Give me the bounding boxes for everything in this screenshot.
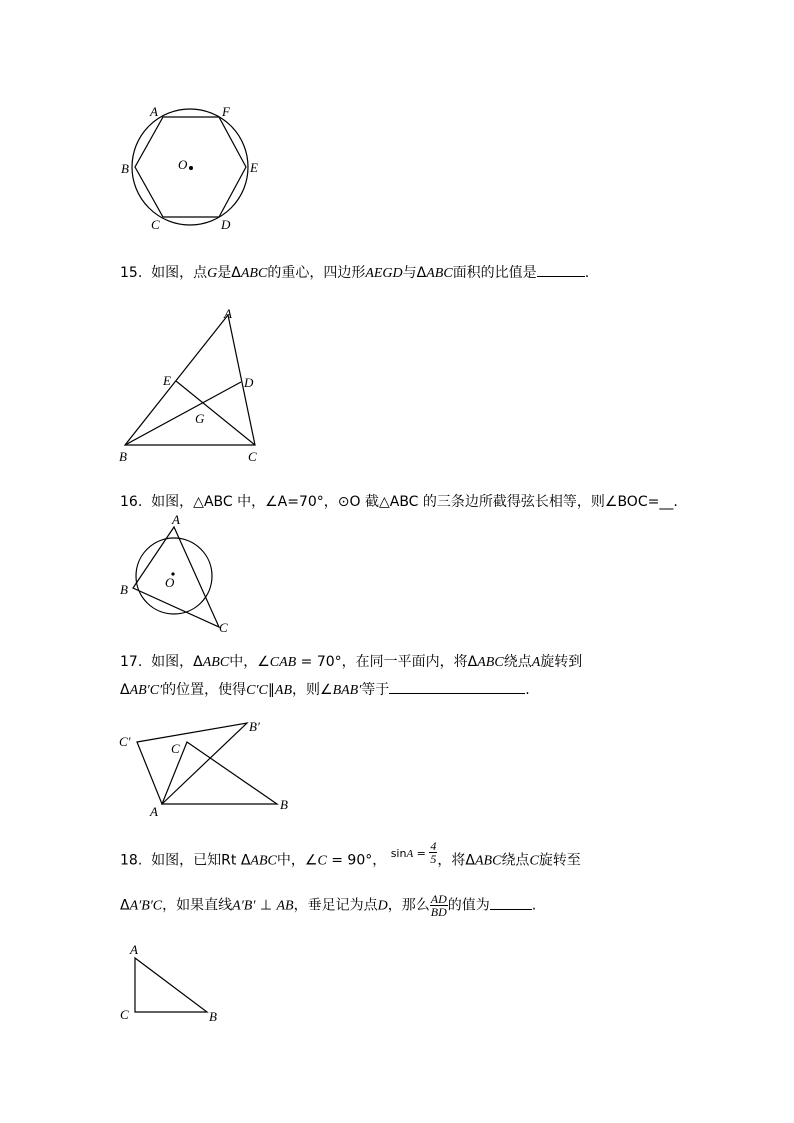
question-18 [120,839,581,919]
q18-var: D [377,898,388,914]
q17-text: 中，∠ [229,654,270,670]
q18-text: ，将Δ [437,852,475,869]
hexagon-circle-figure [115,100,275,235]
label-c: C [120,1007,129,1022]
q18-text: 绕点 [501,852,530,869]
fraction-denominator: 5 [430,852,437,866]
label-b: B [121,161,129,176]
label-a: A [130,942,138,957]
q17-text: 的位置，使得 [162,682,247,698]
median-be [125,382,241,445]
question-number: 17. [120,654,143,670]
sin-label: sin [390,846,407,860]
q18-var: C [317,853,327,869]
q18-var: A′B′ [232,898,256,914]
question-number: 15. [120,265,143,281]
q17-text: ，则∠ [292,682,333,698]
label-d: D [221,217,231,232]
label-c: C [248,449,257,464]
fraction-4-5 [429,840,437,865]
q17-end: . [525,682,530,698]
sin-var: A [406,847,414,860]
q17-var: AB′C′ [129,683,163,698]
label-a: A [172,512,180,527]
q18-var: ABC [474,853,502,869]
triangle-abc [135,958,207,1012]
q17-text: Δ [120,682,130,698]
q18-text: Δ [120,897,130,914]
label-e: E [250,160,258,175]
q15-text: 面积的比值是 [452,265,537,281]
q15-end: . [584,265,590,281]
label-c: C [171,741,180,756]
q15-text: 如图，点 [151,265,208,281]
q15-var-aegd: AEGD [365,266,403,281]
fraction-ad-bd [430,893,448,918]
fraction-numerator: AD [430,892,447,906]
triangle-abc [133,527,219,627]
label-a: A [150,804,158,819]
q18-var: A′B′C [129,898,163,914]
q17-line-2 [120,679,582,701]
label-b: B [280,797,288,812]
label-f: F [222,104,230,119]
triangle-centroid-figure [115,305,275,467]
q15-var-abc: ABC [240,266,268,281]
label-a: A [150,104,158,119]
label-b-prime: B′ [249,719,260,734]
q15-var-g: G [207,266,218,281]
label-g: G [195,411,205,426]
q17-var: A [531,655,541,670]
q18-text: ，那么 [387,897,430,914]
q17-text: 如图，Δ [151,654,203,670]
q18-var: AB [276,898,294,914]
q18-line-1 [120,839,581,873]
q18-var: ABC [250,853,277,869]
sin-eq: = [413,846,430,860]
label-d: D [244,375,254,390]
fraction-denominator: BD [430,905,447,919]
q17-text: = 70°，在同一平面内，将Δ [296,654,478,670]
q17-line-1 [120,652,582,673]
sin-expression [390,839,438,866]
answer-blank[interactable] [389,679,525,694]
circle-triangle-figure [115,510,240,635]
q17-text: ∥ [267,682,275,698]
question-17 [120,652,582,701]
label-b: B [119,449,127,464]
q16-end: . [673,494,678,510]
q18-text: ，如果直线 [162,897,233,914]
q17-var: CAB [269,655,297,670]
q18-text: 如图，已知Rt Δ [151,852,251,869]
label-o: O [178,157,188,172]
q17-var: BAB′ [332,683,362,698]
fraction-numerator: 4 [430,839,437,853]
q15-var-abc: ABC [426,266,453,281]
q16-text: 如图，△ABC 中，∠A=70°，⊙O 截△ABC 的三条边所截得弦长相等，则∠BOC= [151,494,660,510]
q17-text: 绕点 [503,654,532,670]
question-15 [120,262,589,284]
label-b: B [120,582,128,597]
q18-text: = 90°， [326,852,387,869]
q18-text: ，垂足记为点 [293,897,378,914]
q17-text: 等于 [361,682,390,698]
q18-text: 的值为 [447,897,490,914]
q18-text: 中，∠ [276,852,318,869]
label-o: O [165,575,175,590]
question-number: 16. [120,494,143,510]
q15-text: 是Δ [217,265,241,281]
q18-var: C [529,853,539,869]
q15-text: 的重心，四边形 [267,265,366,281]
label-b: B [209,1009,217,1024]
right-triangle-figure [115,940,235,1030]
rotation-figure [115,712,300,822]
q15-text: 与Δ [402,265,427,281]
q17-var: ABC [202,655,230,670]
q17-var: ABC [477,655,504,670]
answer-blank[interactable]: __ [659,494,674,510]
label-a: A [224,306,232,321]
triangle-ab-prime-c-prime [137,723,247,804]
q18-text: 旋转至 [538,852,581,869]
q18-text: ⊥ [255,897,277,914]
q17-var: C′C [246,683,268,698]
center-point [189,166,193,170]
answer-blank[interactable] [537,262,585,277]
q17-var: AB [274,683,293,698]
label-c: C [219,620,228,635]
label-c: C [151,217,160,232]
triangle-abc [125,315,255,445]
question-16 [120,492,678,512]
label-c-prime: C′ [119,734,131,749]
q18-line-2 [120,893,581,918]
label-e: E [163,373,171,388]
q17-text: 旋转到 [540,654,583,670]
answer-blank[interactable] [490,895,532,910]
q18-end: . [531,897,537,914]
question-number: 18. [120,852,143,869]
